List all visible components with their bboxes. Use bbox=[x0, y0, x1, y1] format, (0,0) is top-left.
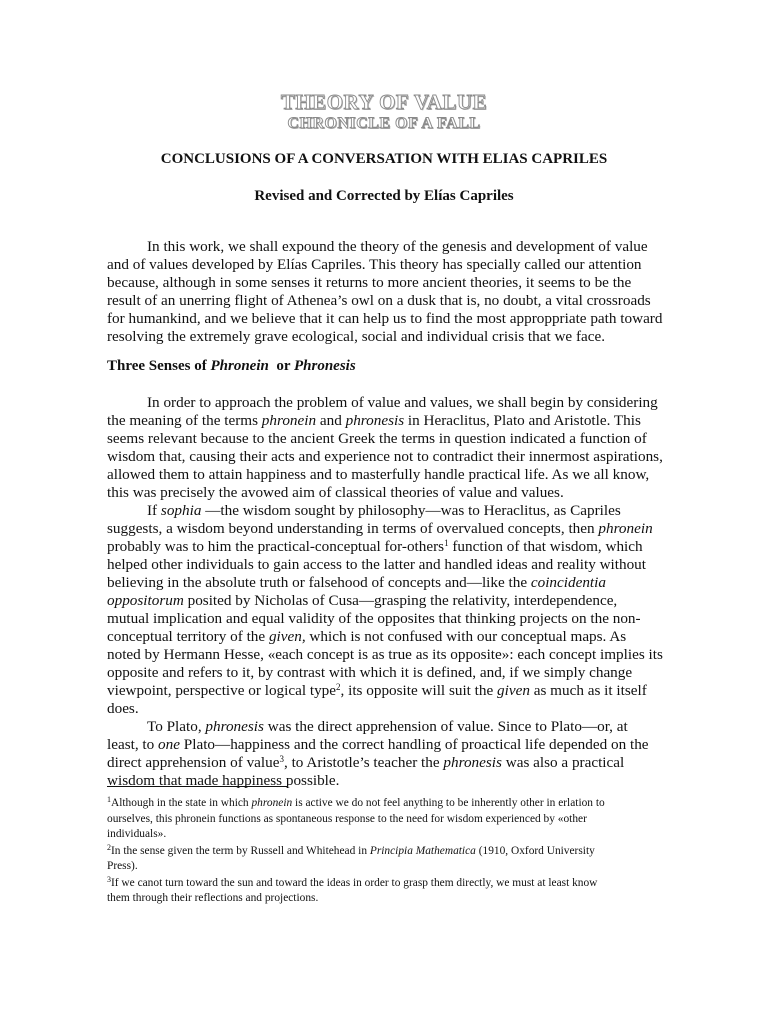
text-line: believing in the absolute truth or falsehood of concepts and—like the coincidentia bbox=[107, 574, 606, 591]
text-line: helped other individuals to gain access to the latter and handled ideas and reality without bbox=[107, 556, 646, 573]
text-line: does. bbox=[107, 700, 139, 717]
text-line: suggests, a wisdom beyond understanding in terms of overvalued concepts, then phronein bbox=[107, 520, 653, 537]
text-line: In order to approach the problem of value and values, we shall begin by considering bbox=[147, 394, 658, 411]
revised-byline: Revised and Corrected by Elías Capriles bbox=[254, 188, 514, 204]
body-paragraphs bbox=[107, 394, 663, 790]
text-line: oppositorum posited by Nicholas of Cusa—grasping the relativity, interdependence, bbox=[107, 592, 618, 609]
text-line: mutual implication and equal validity of the opposites that thinking projects on the non- bbox=[107, 610, 641, 627]
text-line: for humankind, and we believe that it can help us to find the most approppriate path toward bbox=[107, 310, 663, 327]
text-line: direct apprehension of value$^3$, to Aristotle’s teacher the phronesis was also a practical bbox=[107, 754, 625, 771]
text-line: conceptual territory of the given, which is not confused with our conceptual maps. As bbox=[107, 628, 627, 645]
text-line: least, to one Plato—happiness and the correct handling of proactical life depended on the bbox=[107, 736, 649, 753]
text-line: and of values developed by Elías Capriles. This theory has specially called our attention bbox=[107, 256, 642, 273]
text-line: noted by Hermann Hesse, «each concept is as true as its opposite»: each concept implies its bbox=[107, 646, 663, 663]
text-line: because, although in some senses it returns to more ancient theories, it seems to be the bbox=[107, 274, 632, 291]
text-line: wisdom that made happiness possible. bbox=[107, 772, 340, 789]
text-line: result of an unerring flight of Athenea’s owl on a dusk that is, no doubt, a vital crossroads bbox=[107, 292, 651, 309]
conversation-heading: CONCLUSIONS OF A CONVERSATION WITH ELIAS CAPRILES bbox=[160, 151, 608, 167]
footnote-1: $^1$Although in the state in which phronein is active we do not feel anything to be inherently other in erlation to ourselves, this phronein functions as spontaneous response to the need for wisdom experienced by «other individuals». bbox=[107, 795, 605, 840]
intro-paragraph bbox=[107, 238, 663, 346]
section-heading: Three Senses of Phronein or Phronesis bbox=[107, 358, 356, 374]
text-line: In this work, we shall expound the theory of the genesis and development of value bbox=[147, 238, 648, 255]
footnote-ref: 3 bbox=[279, 754, 284, 764]
text-line: opposite and refers to it, by contrast with which it is defined, and, if we simply change bbox=[107, 664, 633, 681]
text-line: probably was to him the practical-conceptual for-others$^1$ function of that wisdom, which bbox=[107, 538, 643, 555]
text-line: If sophia —the wisdom sought by philosophy—was to Heraclitus, as Capriles bbox=[147, 502, 621, 519]
text-line: allowed them to attain happiness and to masterfully handle practical life. As we all know, bbox=[107, 466, 650, 483]
text-line: resolving the extremely grave ecological, social and individual crisis that we face. bbox=[107, 328, 606, 345]
text-line: the meaning of the terms phronein and phronesis in Heraclitus, Plato and Aristotle. This bbox=[107, 412, 641, 429]
text-line: To Plato, phronesis was the direct apprehension of value. Since to Plato—or, at bbox=[147, 718, 628, 735]
footnote-divider bbox=[107, 786, 287, 787]
footnotes bbox=[107, 796, 663, 908]
text-line: viewpoint, perspective or logical type$^2$, its opposite will suit the given as much as it itself bbox=[107, 682, 647, 699]
document-title: THEORY OF VALUE bbox=[280, 90, 488, 114]
footnote-2: $^2$In the sense given the term by Russell and Whitehead in Principia Mathematica (1910, Oxford University Press). bbox=[107, 842, 595, 872]
document-subtitle: CHRONICLE OF A FALL bbox=[287, 115, 481, 132]
text-line: wisdom that, causing their acts and experience not to contradict their innermost aspirations, bbox=[107, 448, 663, 465]
text-line: seems relevant because to the ancient Greek the terms in question indicated a function of bbox=[107, 430, 647, 447]
footnote-ref: 1 bbox=[444, 538, 449, 548]
text-line: this was precisely the avowed aim of classical theories of value and values. bbox=[107, 484, 564, 501]
footnote-ref: 2 bbox=[336, 682, 341, 692]
footnote-3: $^3$If we canot turn toward the sun and toward the ideas in order to grasp them directly, we must at least know them through their reflections and projections. bbox=[107, 874, 598, 904]
